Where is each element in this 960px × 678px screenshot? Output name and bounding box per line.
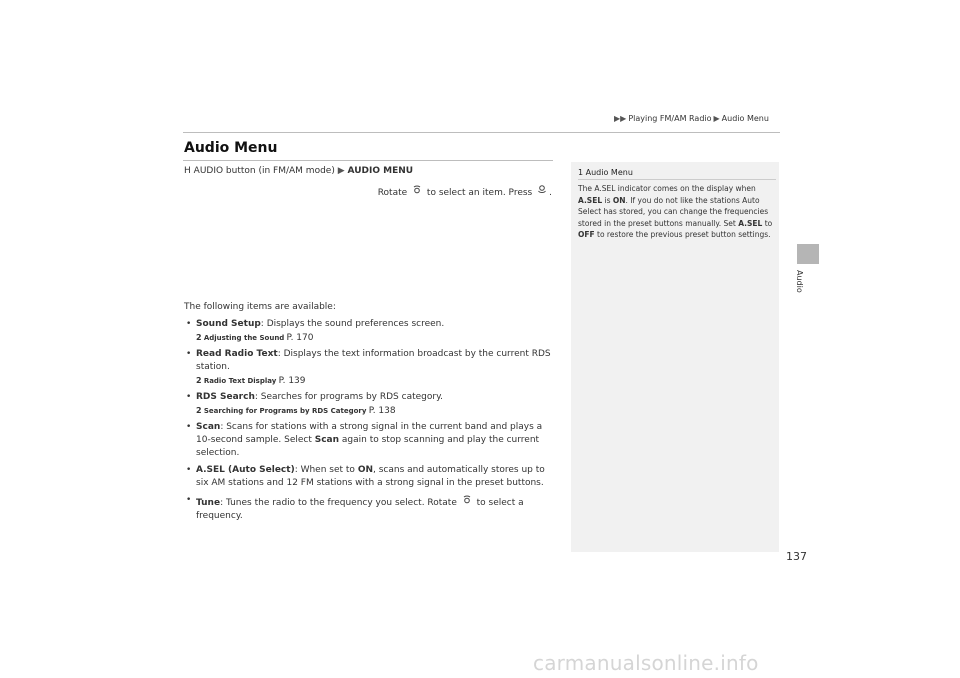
item-desc: : Displays the text information broadcast by the current RDS station. bbox=[196, 349, 551, 372]
xref-title: Adjusting the Sound bbox=[203, 334, 285, 342]
item-desc: : Displays the sound preferences screen. bbox=[260, 319, 445, 329]
xref-page: P. 138 bbox=[368, 406, 396, 416]
bullet-icon: • bbox=[186, 422, 192, 432]
sidebar-heading-text: Audio Menu bbox=[585, 168, 633, 177]
rotate-knob-icon bbox=[462, 494, 472, 509]
section-tab-label: Audio bbox=[795, 270, 804, 293]
item-name: Sound Setup bbox=[196, 319, 261, 329]
rotate-knob-icon bbox=[412, 184, 422, 198]
press-knob-icon bbox=[537, 184, 547, 198]
breadcrumb-item: Playing FM/AM Radio bbox=[628, 114, 712, 123]
sidebar-divider bbox=[578, 179, 776, 180]
page-title: Audio Menu bbox=[184, 140, 278, 156]
header-divider bbox=[183, 132, 780, 133]
item-name: Scan bbox=[196, 422, 221, 432]
item-desc: : Tunes the radio to the frequency you select. Rotate bbox=[220, 498, 460, 508]
menu-path bbox=[184, 166, 413, 176]
list-item bbox=[184, 464, 556, 490]
bullet-icon: • bbox=[186, 392, 192, 402]
bullet-icon: • bbox=[186, 349, 192, 359]
note-marker: 1 bbox=[578, 168, 584, 177]
xref-arrow-icon: 2 bbox=[196, 376, 202, 385]
sidebar-note bbox=[571, 162, 779, 552]
xref-arrow-icon: 2 bbox=[196, 406, 202, 415]
list-item bbox=[184, 318, 556, 344]
page-number: 137 bbox=[786, 550, 807, 563]
item-name: Tune bbox=[196, 498, 221, 508]
sidebar-heading bbox=[578, 168, 633, 177]
xref-title: Searching for Programs by RDS Category bbox=[203, 407, 367, 415]
item-list bbox=[184, 318, 556, 527]
breadcrumb-arrow-icon: ▶ bbox=[713, 114, 720, 123]
list-item bbox=[184, 421, 556, 460]
intro-text: The following items are available: bbox=[184, 302, 336, 312]
instruction-text: to select an item. Press bbox=[426, 188, 533, 198]
breadcrumb bbox=[612, 114, 769, 123]
item-name: RDS Search bbox=[196, 392, 255, 402]
item-desc: : When set to bbox=[294, 465, 358, 475]
menu-path-end: AUDIO MENU bbox=[347, 166, 414, 176]
sidebar-note-text: The A.SEL indicator comes on the display when A.SEL is ON. If you do not like the stations Auto Select has stored, you can change the frequencies stored in the preset buttons manually. Set A.SEL to OFF to restore the previous preset button settings. bbox=[578, 184, 773, 239]
item-desc: again to stop scanning and play the current selection. bbox=[196, 435, 540, 458]
xref-page: P. 170 bbox=[286, 333, 314, 343]
item-desc: : Scans for stations with a strong signal in the current band and plays a 10-second sample. Select bbox=[196, 422, 543, 445]
menu-path-start: AUDIO button (in FM/AM mode) bbox=[193, 166, 335, 176]
item-desc-bold: ON bbox=[357, 465, 373, 475]
item-name: Read Radio Text bbox=[196, 349, 278, 359]
bullet-icon: • bbox=[186, 495, 192, 505]
home-glyph-icon: H bbox=[184, 166, 191, 176]
instruction-text: Rotate bbox=[377, 188, 408, 198]
xref-arrow-icon: 2 bbox=[196, 333, 202, 342]
cross-reference[interactable] bbox=[196, 405, 556, 417]
breadcrumb-arrow-icon: ▶▶ bbox=[614, 114, 627, 123]
list-item bbox=[184, 494, 556, 523]
breadcrumb-item: Audio Menu bbox=[721, 114, 769, 123]
item-name: A.SEL (Auto Select) bbox=[196, 465, 295, 475]
item-desc: : Searches for programs by RDS category. bbox=[254, 392, 443, 402]
xref-page: P. 139 bbox=[278, 376, 306, 386]
cross-reference[interactable] bbox=[196, 375, 556, 387]
instruction-line bbox=[184, 184, 552, 198]
watermark: carmanualsonline.info bbox=[533, 651, 759, 675]
item-desc-bold: Scan bbox=[314, 435, 340, 445]
title-divider bbox=[183, 160, 553, 161]
bullet-icon: • bbox=[186, 465, 192, 475]
bullet-icon: • bbox=[186, 319, 192, 329]
list-item bbox=[184, 348, 556, 387]
cross-reference[interactable] bbox=[196, 332, 556, 344]
xref-title: Radio Text Display bbox=[203, 377, 277, 385]
instruction-text: . bbox=[549, 188, 552, 198]
item-desc: to select a frequency. bbox=[196, 498, 524, 521]
item-desc: , scans and automatically stores up to six AM stations and 12 FM stations with a strong signal in the preset buttons. bbox=[196, 465, 545, 488]
list-item bbox=[184, 391, 556, 417]
section-tab-marker bbox=[797, 244, 819, 264]
arrow-right-icon: ▶ bbox=[337, 166, 345, 176]
